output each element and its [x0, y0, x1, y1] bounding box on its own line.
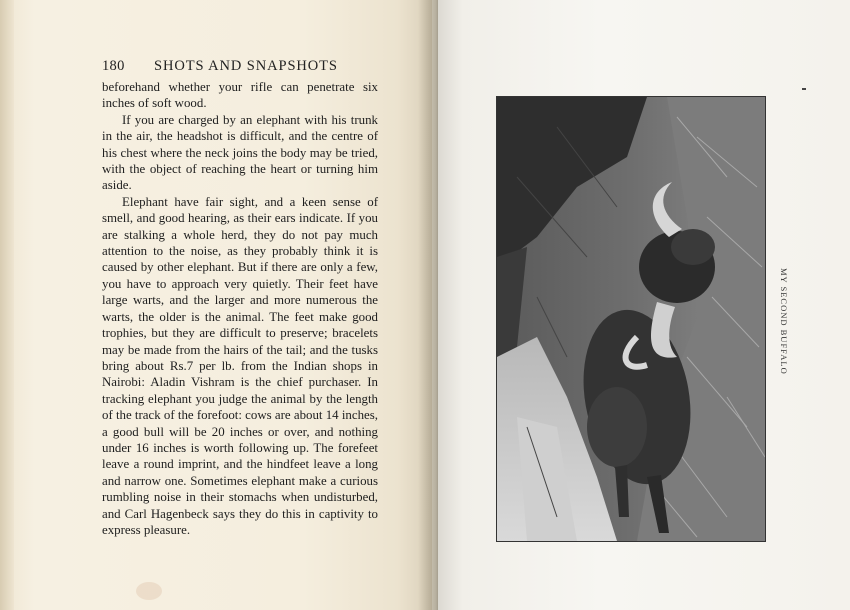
right-page	[438, 0, 850, 610]
buffalo-photograph	[496, 96, 766, 542]
buffalo-photo-illustration	[497, 97, 765, 541]
running-head	[102, 58, 378, 78]
plate-caption: MY SECOND BUFFALO	[779, 268, 789, 375]
paragraph: beforehand whether your rifle can penetrate six inches of soft wood.	[102, 80, 378, 111]
paragraph: If you are charged by an elephant with his trunk in the air, the headshot is difficult, and the centre of his chest where the neck joins the body may be tried, with the object of reaching the heart or turning him aside.	[102, 112, 378, 193]
page-number: 180	[102, 58, 125, 74]
body-text	[102, 79, 378, 538]
page-edge	[0, 0, 14, 610]
page-stain	[136, 582, 162, 600]
running-title: SHOTS AND SNAPSHOTS	[154, 58, 338, 74]
page-mark	[802, 88, 806, 90]
paragraph: Elephant have fair sight, and a keen sense of smell, and good hearing, as their ears indicate. If you are stalking a whole herd, they do not pay much attention to the noise, as they probably think it is caused by other elephant. But if there are only a few, you have to approach very quietly. Their feet have large warts, and the larger and more numerous the warts, the older is the animal. The feet make good trophies, but they are difficult to preserve; bracelets may be made from the hairs of the tail; and the tusks bring about Rs.7 per lb. from the Indian shops in Nairobi: Aladin Vishram is the chief purchaser. In tracking elephant you judge the animal by the length of the track of the forefoot: cows are about 14 inches, a good bull will be 20 inches or over, and nothing under 16 inches is worth following up. The forefeet leave a round imprint, and the hindfeet leave a long and narrow one. Sometimes elephant make a curious rumbling noise in their stomachs when undisturbed, and Carl Hagenbeck says they do this in captivity to express pleasure.	[102, 194, 378, 537]
